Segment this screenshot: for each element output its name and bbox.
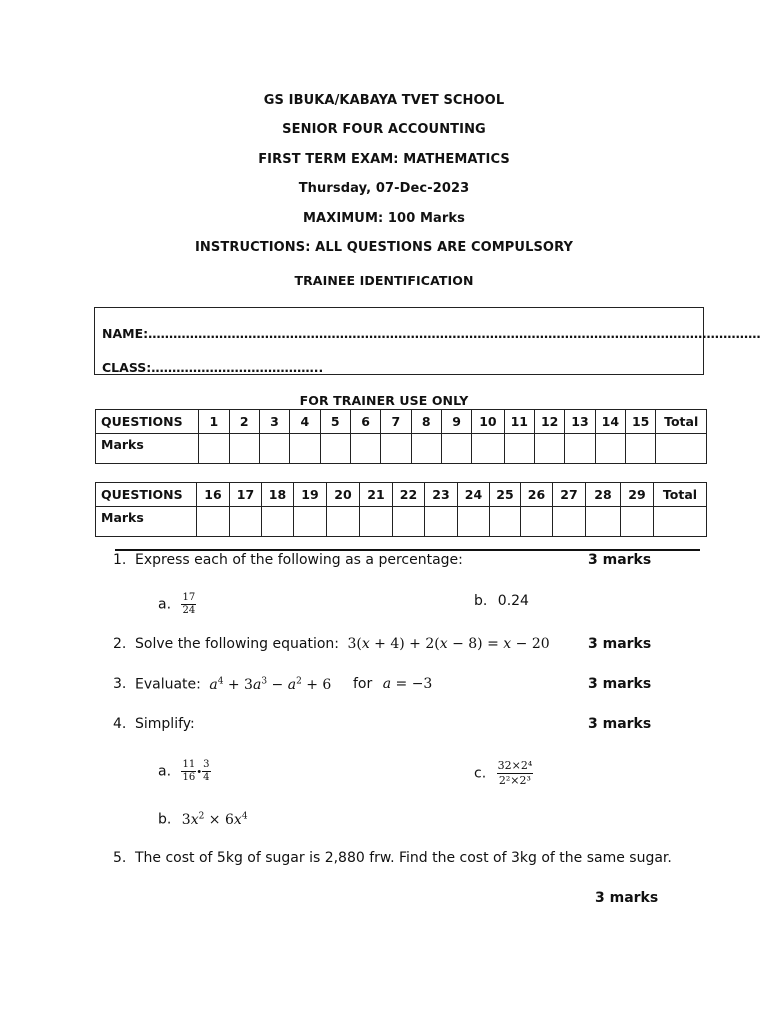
question-number: 24 [458, 483, 490, 507]
denominator: 24 [182, 605, 196, 616]
name-field[interactable]: NAME:………………………………………………………………………………………………………………………………… [102, 326, 761, 341]
question-1-number: 1. [113, 552, 127, 568]
question-5-text: The cost of 5kg of sugar is 2,880 frw. Find the cost of 3kg of the same sugar. [135, 850, 672, 866]
question-number: 16 [197, 483, 230, 507]
question-number: 23 [425, 483, 458, 507]
marks-cell[interactable] [521, 507, 553, 537]
denominator: 16 [182, 772, 196, 783]
marks-cell[interactable] [490, 507, 521, 537]
question-number: 7 [381, 410, 411, 434]
question-4-marks: 3 marks [588, 716, 652, 732]
question-2-marks: 3 marks [588, 636, 652, 652]
question-2-text [135, 636, 550, 652]
fraction-17-24 [181, 592, 196, 617]
marks-cell[interactable] [595, 434, 625, 464]
marks-label: Marks [96, 434, 199, 464]
operator: • [196, 767, 203, 779]
marks-cell[interactable] [327, 507, 360, 537]
marks-cell[interactable] [381, 434, 411, 464]
class-title: SENIOR FOUR ACCOUNTING [282, 122, 486, 137]
question-number: 22 [393, 483, 425, 507]
marks-cell[interactable] [458, 507, 490, 537]
numerator: 3 [203, 759, 210, 770]
fraction-powers [497, 759, 534, 788]
class-field[interactable]: CLASS:………………………………….. [102, 360, 324, 375]
question-number: 18 [262, 483, 294, 507]
marks-cell[interactable] [411, 434, 441, 464]
question-number: 8 [411, 410, 441, 434]
marks-cell[interactable] [621, 507, 654, 537]
denominator: 2²×2³ [498, 774, 531, 787]
question-number: 10 [472, 410, 504, 434]
numerator: 17 [182, 592, 196, 603]
question-1b-label: b. [474, 593, 488, 609]
marks-cell[interactable] [290, 434, 320, 464]
marks-cell[interactable] [586, 507, 621, 537]
question-number: 4 [290, 410, 320, 434]
marks-cell[interactable] [553, 507, 586, 537]
marks-cell[interactable] [199, 434, 229, 464]
marks-cell[interactable] [472, 434, 504, 464]
question-number: 28 [586, 483, 621, 507]
question-3-text [135, 676, 331, 693]
school-name: GS IBUKA/KABAYA TVET SCHOOL [263, 93, 505, 108]
total-label: Total [656, 410, 707, 434]
marks-cell[interactable] [626, 434, 656, 464]
marks-cell[interactable] [565, 434, 595, 464]
marks-table-1 [95, 409, 707, 464]
question-1a [158, 592, 196, 617]
instructions: INSTRUCTIONS: ALL QUESTIONS ARE COMPULSORY [194, 240, 573, 255]
question-number: 20 [327, 483, 360, 507]
total-cell[interactable] [656, 434, 707, 464]
question-number: 19 [294, 483, 327, 507]
question-number: 9 [441, 410, 471, 434]
question-number: 29 [621, 483, 654, 507]
question-number: 1 [199, 410, 229, 434]
question-number: 6 [350, 410, 380, 434]
question-1-marks: 3 marks [588, 552, 652, 568]
question-number: 5 [320, 410, 350, 434]
numerator: 11 [182, 759, 196, 770]
marks-cell[interactable] [262, 507, 294, 537]
question-2-number: 2. [113, 636, 127, 652]
question-3-for: for [353, 676, 373, 692]
marks-table-2 [95, 482, 707, 537]
question-3-marks: 3 marks [588, 676, 652, 692]
question-number: 3 [259, 410, 289, 434]
question-4a-label: a. [158, 763, 172, 780]
question-1b [474, 593, 529, 609]
denominator: 4 [203, 772, 210, 783]
question-number: 14 [595, 410, 625, 434]
marks-cell[interactable] [504, 434, 534, 464]
marks-cell[interactable] [230, 507, 262, 537]
question-4-text: Simplify: [135, 716, 195, 732]
question-1-text: Express each of the following as a percentage: [135, 552, 463, 568]
marks-cell[interactable] [534, 434, 564, 464]
marks-label: Marks [96, 507, 197, 537]
question-number: 2 [229, 410, 259, 434]
marks-cell[interactable] [229, 434, 259, 464]
marks-cell[interactable] [350, 434, 380, 464]
question-3-condition [353, 676, 432, 692]
question-number: 15 [626, 410, 656, 434]
question-number: 25 [490, 483, 521, 507]
total-label: Total [654, 483, 707, 507]
question-number: 21 [360, 483, 393, 507]
question-1a-label: a. [158, 596, 172, 613]
marks-cell[interactable] [294, 507, 327, 537]
maximum-marks: MAXIMUM: 100 Marks [303, 211, 465, 226]
marks-cell[interactable] [197, 507, 230, 537]
marks-cell[interactable] [259, 434, 289, 464]
marks-cell[interactable] [441, 434, 471, 464]
trainer-use-title: FOR TRAINER USE ONLY [299, 393, 469, 408]
question-2-equation: 3(x + 4) + 2(x − 8) = x − 20 [347, 636, 550, 652]
fraction-3-4 [202, 759, 210, 784]
question-4c [474, 759, 533, 788]
trainee-identification-title: TRAINEE IDENTIFICATION [294, 273, 474, 288]
exam-title: FIRST TERM EXAM: MATHEMATICS [258, 152, 510, 167]
questions-label: QUESTIONS [96, 410, 199, 434]
question-4-number: 4. [113, 716, 127, 732]
question-number: 17 [230, 483, 262, 507]
question-2-prompt: Solve the following equation: [135, 636, 339, 652]
questions-label: QUESTIONS [96, 483, 197, 507]
question-3-expression: $a^4 + 3a^3 - a^2 + 6$ [209, 676, 332, 693]
section-divider [115, 549, 700, 551]
question-number: 27 [553, 483, 586, 507]
numerator: 32×2⁴ [497, 759, 533, 772]
question-3-prompt: Evaluate: [135, 676, 201, 693]
total-cell[interactable] [654, 507, 707, 537]
marks-cell[interactable] [393, 507, 425, 537]
question-1b-value: 0.24 [497, 593, 529, 609]
question-4b [158, 811, 248, 828]
question-number: 26 [521, 483, 553, 507]
question-4b-expression: $3x^2 \times 6x^4$ [181, 811, 248, 828]
question-number: 13 [565, 410, 595, 434]
marks-cell[interactable] [360, 507, 393, 537]
question-5-marks: 3 marks [595, 890, 659, 906]
question-number: 11 [504, 410, 534, 434]
question-4a [158, 759, 211, 784]
question-5-number: 5. [113, 850, 127, 866]
question-3-number: 3. [113, 676, 127, 692]
question-3-value: a = −3 [382, 676, 433, 692]
marks-cell[interactable] [320, 434, 350, 464]
fraction-11-16 [181, 759, 196, 784]
exam-date: Thursday, 07-Dec-2023 [298, 181, 470, 196]
marks-cell[interactable] [425, 507, 458, 537]
trainee-id-box [94, 307, 761, 375]
question-number: 12 [534, 410, 564, 434]
question-4c-label: c. [474, 765, 487, 782]
question-4b-label: b. [158, 811, 172, 828]
